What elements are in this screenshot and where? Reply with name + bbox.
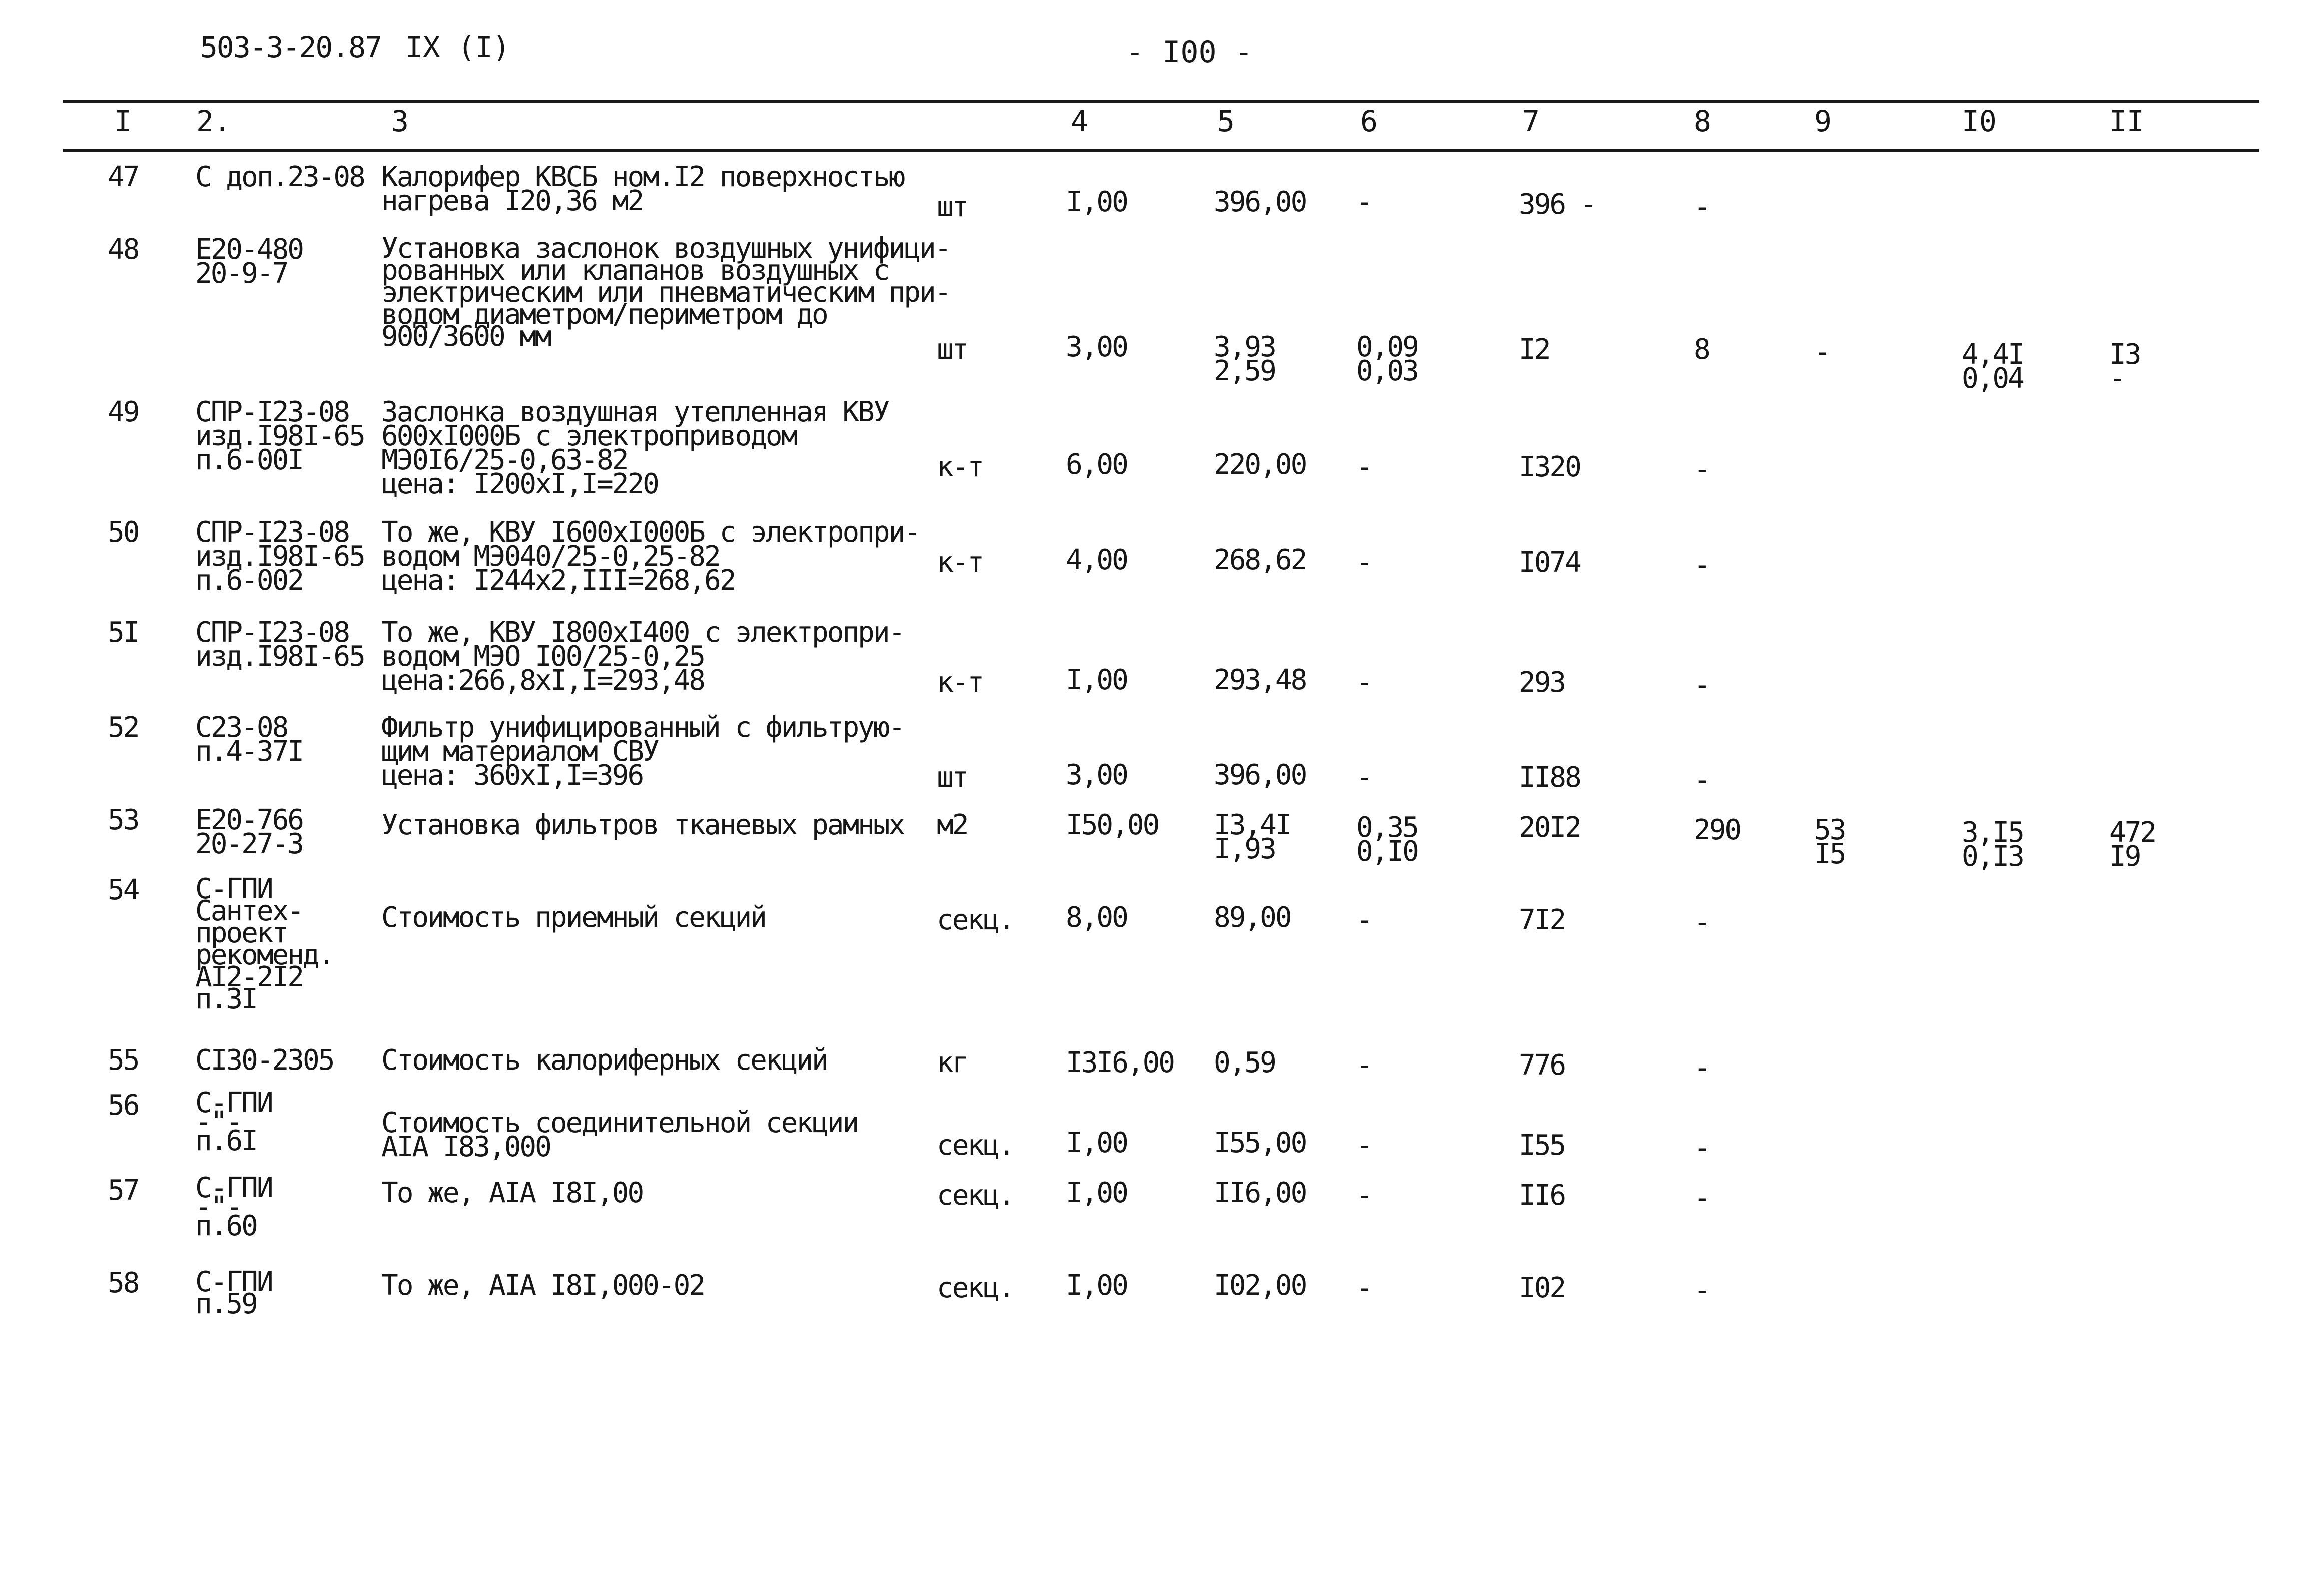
row-number: 50 xyxy=(108,516,139,549)
row-col8: 8 xyxy=(1694,333,1709,366)
row-col4: I3I6,00 xyxy=(1066,1046,1174,1079)
row-col9: - xyxy=(1814,336,1830,368)
row-col6: 0,35 0,I0 xyxy=(1356,811,1418,868)
row-description: Стоимость соединительной секции АIА I83,000 xyxy=(381,1107,858,1163)
column-header-11: II xyxy=(2109,104,2144,138)
row-col4: I,00 xyxy=(1066,1127,1127,1159)
row-col7: II6 xyxy=(1519,1179,1565,1212)
row-col8: - xyxy=(1694,191,1709,223)
row-col5: 89,00 xyxy=(1214,901,1291,934)
row-description: Калорифер КВСБ ном.I2 поверхностью нагрева I20,36 м2 xyxy=(381,161,904,217)
row-col4: 6,00 xyxy=(1066,448,1127,481)
column-header-7: 7 xyxy=(1522,104,1540,138)
row-description: То же, КВУ I800хI400 с электропри- водом МЭО I00/25-0,25 цена:266,8хI,I=293,48 xyxy=(381,616,904,697)
row-unit: кг xyxy=(937,1046,968,1079)
page-number: - I00 - xyxy=(1126,35,1253,70)
row-col6: - xyxy=(1356,451,1372,483)
row-unit: м2 xyxy=(937,809,968,841)
row-code: СI30-2305 xyxy=(195,1044,334,1077)
row-col8: 290 xyxy=(1694,814,1741,846)
row-description: Стоимость калориферных секций xyxy=(381,1044,827,1077)
row-col6: - xyxy=(1356,186,1372,218)
table-top-rule xyxy=(63,100,2259,103)
column-header-6: 6 xyxy=(1360,104,1378,138)
row-col4: 3,00 xyxy=(1066,331,1127,363)
row-number: 57 xyxy=(108,1174,139,1207)
row-col7: I074 xyxy=(1519,546,1580,579)
row-description: То же, АIА I8I,000-02 xyxy=(381,1269,705,1302)
row-col5: I3,4I I,93 xyxy=(1214,809,1291,865)
row-code: Е20-480 20-9-7 xyxy=(195,233,303,290)
row-col7: I55 xyxy=(1519,1129,1565,1162)
row-col6: - xyxy=(1356,904,1372,936)
row-col7: I2 xyxy=(1519,333,1550,366)
row-col6: 0,09 0,03 xyxy=(1356,331,1418,387)
row-col10: 4,4I 0,04 xyxy=(1962,338,2023,395)
row-col7: 20I2 xyxy=(1519,811,1580,844)
row-col5: 0,59 xyxy=(1214,1046,1275,1079)
row-unit: к-т xyxy=(937,546,983,579)
row-col7: 776 xyxy=(1519,1049,1565,1082)
row-col7: I02 xyxy=(1519,1272,1565,1304)
row-number: 49 xyxy=(108,396,139,428)
document-code: 503-3-20.87 xyxy=(200,30,382,64)
row-col5: I55,00 xyxy=(1214,1127,1306,1159)
row-col6: - xyxy=(1356,546,1372,579)
row-col4: I,00 xyxy=(1066,186,1127,218)
row-unit: шт xyxy=(937,333,968,366)
row-number: 52 xyxy=(108,711,139,744)
row-col5: 396,00 xyxy=(1214,186,1306,218)
row-col5: I02,00 xyxy=(1214,1269,1306,1302)
column-header-2: 2. xyxy=(196,104,231,138)
row-col4: 8,00 xyxy=(1066,901,1127,934)
row-col8: - xyxy=(1694,669,1709,701)
sheet-number: IX (I) xyxy=(405,30,510,64)
row-code: Е20-766 20-27-3 xyxy=(195,804,303,860)
row-col6: - xyxy=(1356,1179,1372,1212)
row-col7: I320 xyxy=(1519,451,1580,483)
row-col8: - xyxy=(1694,1182,1709,1214)
column-header-10: I0 xyxy=(1962,104,1997,138)
row-col11: 472 I9 xyxy=(2109,816,2156,873)
row-unit: секц. xyxy=(937,904,1014,936)
row-col7: 7I2 xyxy=(1519,904,1565,936)
row-col8: - xyxy=(1694,549,1709,581)
row-unit: к-т xyxy=(937,666,983,699)
row-code: С-ГПИ п.59 xyxy=(195,1266,272,1320)
row-col5: 268,62 xyxy=(1214,544,1306,576)
row-col8: - xyxy=(1694,764,1709,796)
row-unit: шт xyxy=(937,761,968,794)
row-col4: 4,00 xyxy=(1066,544,1127,576)
row-code: СПР-I23-08 изд.I98I-65 п.6-002 xyxy=(195,516,364,597)
column-header-5: 5 xyxy=(1217,104,1235,138)
row-unit: секц. xyxy=(937,1129,1014,1162)
row-number: 58 xyxy=(108,1267,139,1299)
row-unit: секц. xyxy=(937,1272,1014,1304)
row-description: Стоимость приемный секций xyxy=(381,901,766,934)
column-header-4: 4 xyxy=(1071,104,1088,138)
row-number: 53 xyxy=(108,804,139,836)
row-number: 47 xyxy=(108,161,139,193)
row-col4: I,00 xyxy=(1066,664,1127,696)
row-col8: - xyxy=(1694,1132,1709,1164)
row-description: То же, АIА I8I,00 xyxy=(381,1177,643,1209)
column-header-9: 9 xyxy=(1814,104,1832,138)
row-col6: - xyxy=(1356,1049,1372,1082)
row-col4: I,00 xyxy=(1066,1269,1127,1302)
row-code: С-ГПИ -"- п.60 xyxy=(195,1172,272,1242)
row-code: СПР-I23-08 изд.I98I-65 п.6-00I xyxy=(195,396,364,476)
row-code: С23-08 п.4-37I xyxy=(195,711,303,768)
row-col5: 220,00 xyxy=(1214,448,1306,481)
row-code: С доп.23-08 xyxy=(195,161,364,193)
column-header-8: 8 xyxy=(1694,104,1711,138)
row-unit: шт xyxy=(937,191,968,223)
row-col5: 396,00 xyxy=(1214,759,1306,791)
row-number: 5I xyxy=(108,616,139,649)
row-unit: к-т xyxy=(937,451,983,483)
row-col5: 293,48 xyxy=(1214,664,1306,696)
row-description: Фильтр унифицированный с фильтрую- щим материалом СВУ цена: 360хI,I=396 xyxy=(381,711,904,792)
row-description: Установка заслонок воздушных унифици- рованных или клапанов воздушных с электрическим или пневматическим при- водом диаметром/периметром до 900/3600 мм xyxy=(381,232,950,353)
row-description: Заслонка воздушная утепленная КВУ 600хI000Б с электроприводом МЭ0I6/25-0,63-82 цена: I200хI,I=220 xyxy=(381,396,889,500)
row-col8: - xyxy=(1694,1051,1709,1084)
column-header-3: 3 xyxy=(391,104,409,138)
row-number: 48 xyxy=(108,233,139,266)
row-col8: - xyxy=(1694,453,1709,486)
row-col4: 3,00 xyxy=(1066,759,1127,791)
row-code: СПР-I23-08 изд.I98I-65 xyxy=(195,616,364,673)
row-col8: - xyxy=(1694,906,1709,939)
row-col7: 396 - xyxy=(1519,188,1596,221)
row-number: 55 xyxy=(108,1044,139,1077)
row-col6: - xyxy=(1356,761,1372,794)
table-header-rule xyxy=(63,149,2259,152)
row-col7: 293 xyxy=(1519,666,1565,699)
column-header-1: I xyxy=(114,104,132,138)
row-col4: I,00 xyxy=(1066,1177,1127,1209)
row-col4: I50,00 xyxy=(1066,809,1159,841)
row-col8: - xyxy=(1694,1274,1709,1307)
row-unit: секц. xyxy=(937,1179,1014,1212)
row-col9: 53 I5 xyxy=(1814,814,1845,870)
row-col7: II88 xyxy=(1519,761,1580,794)
row-col6: - xyxy=(1356,1272,1372,1304)
row-number: 56 xyxy=(108,1089,139,1122)
row-col11: I3 - xyxy=(2109,338,2140,395)
row-col5: 3,93 2,59 xyxy=(1214,331,1275,387)
row-description: Установка фильтров тканевых рамных xyxy=(381,809,904,841)
row-col5: II6,00 xyxy=(1214,1177,1306,1209)
row-col6: - xyxy=(1356,666,1372,699)
row-col6: - xyxy=(1356,1129,1372,1162)
row-number: 54 xyxy=(108,874,139,906)
row-description: То же, КВУ I600хI000Б с электропри- водом МЭ040/25-0,25-82 цена: I244х2,III=268,62 xyxy=(381,516,920,597)
row-code: С-ГПИ Сантех- проект рекоменд. АI2-2I2 п.3I xyxy=(195,873,334,1015)
row-col10: 3,I5 0,I3 xyxy=(1962,816,2023,873)
row-code: С-ГПИ -"- п.6I xyxy=(195,1087,272,1157)
